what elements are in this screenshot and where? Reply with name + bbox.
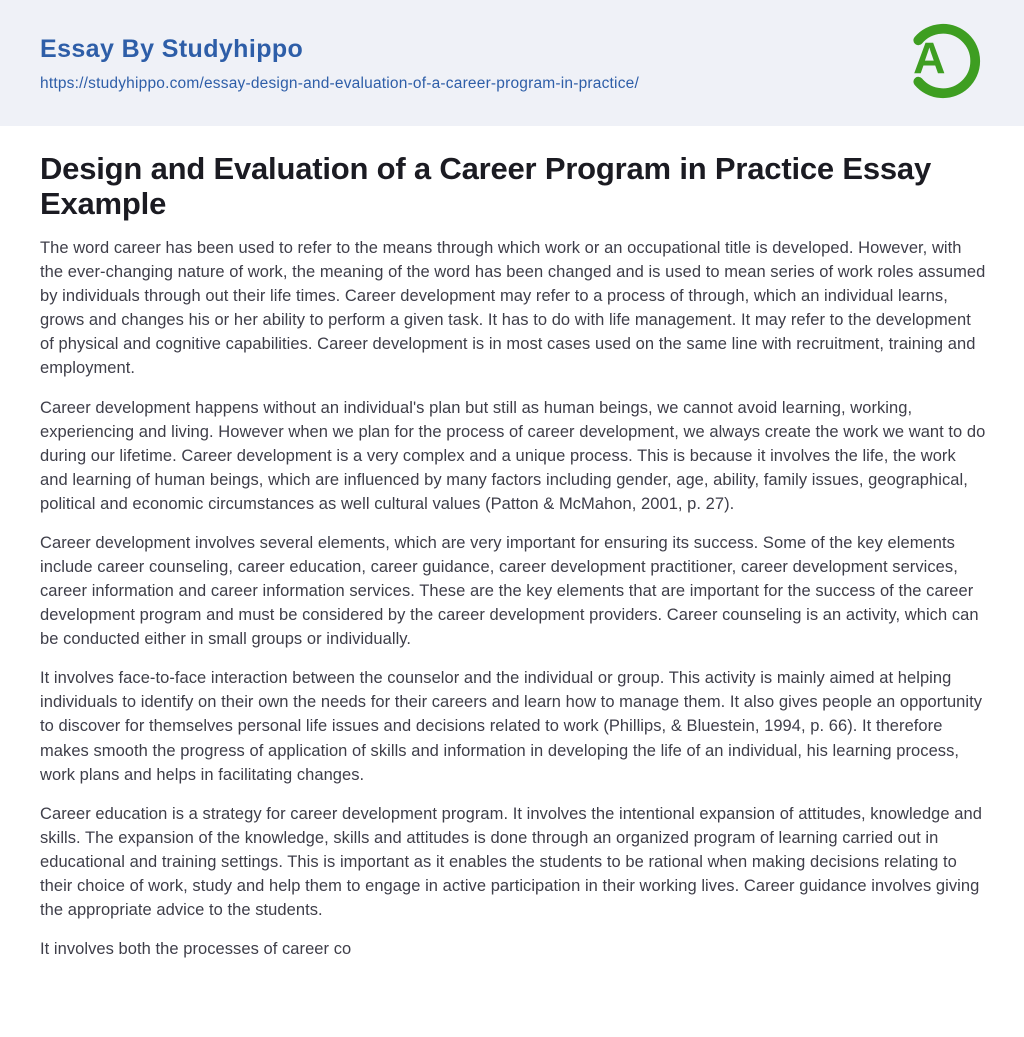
essay-paragraph: Career development happens without an individual's plan but still as human beings, we cannot avoid learning, working, experiencing and living. However when we plan for the process of career development, we always create the work we want to do during our lifetime. Career development is a very complex and a unique process. This is because it involves the life, the work and learning of human beings, which are influenced by many factors including gender, age, ability, family issues, geographical, political and economic circumstances as well cultural values (Patton & McMahon, 2001, p. 27). xyxy=(40,398,986,513)
page-header xyxy=(0,0,1024,126)
essay-paragraph: The word career has been used to refer to the means through which work or an occupational title is developed. However, with the ever-changing nature of work, the meaning of the word has been changed and is used to mean series of work roles assumed by individuals through out their life times. Career development may refer to a process of through, which an individual learns, grows and changes his or her ability to perform a given task. It has to do with life management. It may refer to the development of physical and cognitive capabilities. Career development is in most cases used on the same line with recruitment, training and employment. xyxy=(40,239,986,378)
essay-paragraph: It involves face-to-face interaction between the counselor and the individual or group. This activity is mainly aimed at helping individuals to identify on their own the needs for their careers and learn how to manage them. It also gives people an opportunity to discover for themselves personal life issues and decisions related to work (Phillips, & Bluestein, 1994, p. 66). It therefore makes smooth the progress of application of skills and information in developing the life of an individual, his learning process, work plans and helps in facilitating changes. xyxy=(40,669,983,784)
logo-letter: A xyxy=(913,32,946,84)
essay-content xyxy=(0,126,1024,1016)
essay-paragraph: Career development involves several elements, which are very important for ensuring its success. Some of the key elements include career counseling, career education, career guidance, career development practitioner, career development services, career information and career information services. These are the key elements that are important for the success of the career development program and must be considered by the career development providers. Career counseling is an activity, which can be conducted either in small groups or individually. xyxy=(40,533,979,649)
essay-body xyxy=(40,236,986,961)
page-url-link[interactable]: https://studyhippo.com/essay-design-and-evaluation-of-a-career-program-in-practice/ xyxy=(40,74,639,92)
site-title[interactable]: Essay By Studyhippo xyxy=(40,34,304,63)
studyhippo-logo-icon xyxy=(902,19,984,108)
essay-paragraph: Career education is a strategy for career development program. It involves the intentional expansion of attitudes, knowledge and skills. The expansion of the knowledge, skills and attitudes is done through an organized program of learning carried out in educational and training settings. This is important as it enables the students to be rational when making decisions relating to their choice of work, study and help them to engage in active participation in their working lives. Career guidance involves giving the appropriate advice to the students. xyxy=(40,804,982,919)
header-text-block xyxy=(40,34,639,93)
essay-title: Design and Evaluation of a Career Program in Practice Essay Example xyxy=(40,151,931,222)
essay-paragraph: It involves both the processes of career co xyxy=(40,940,352,959)
